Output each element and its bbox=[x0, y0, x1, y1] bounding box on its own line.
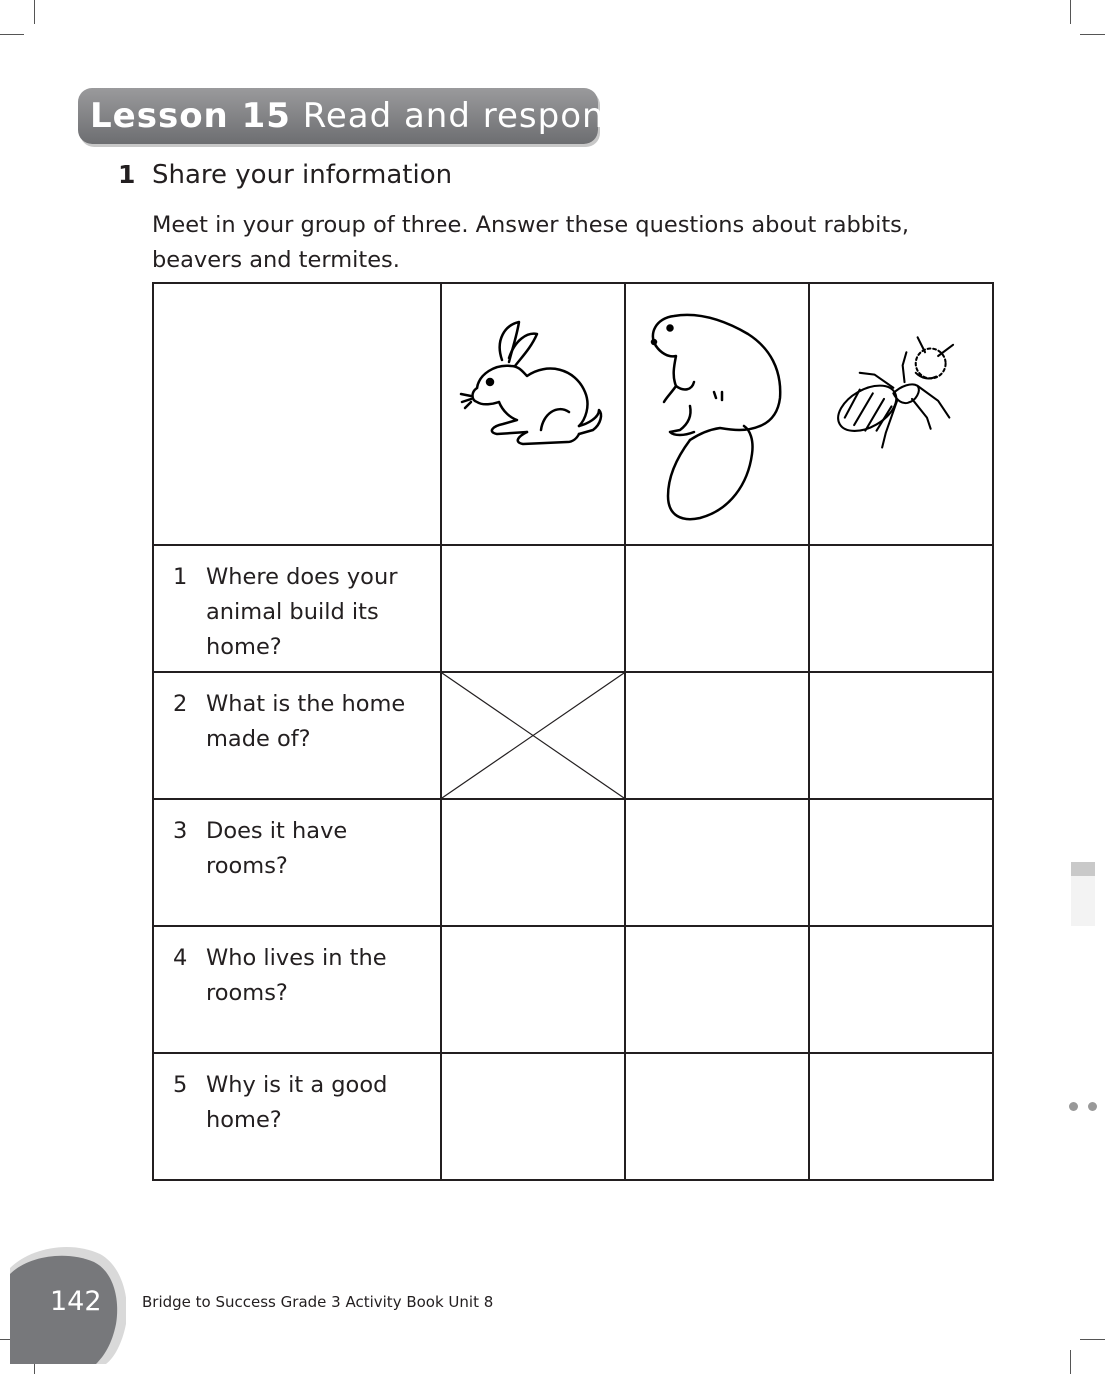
table-row bbox=[153, 799, 993, 926]
question-number: 1 bbox=[173, 564, 188, 590]
answer-cell[interactable] bbox=[625, 672, 809, 799]
footer-book: Grade 3 Activity Book Unit 8 bbox=[280, 1293, 494, 1311]
table-row bbox=[153, 672, 993, 799]
empty-corner-cell bbox=[153, 283, 441, 545]
question-cell bbox=[153, 545, 441, 672]
animal-header-cell bbox=[625, 283, 809, 545]
registration-dot bbox=[1088, 1102, 1097, 1111]
answer-cell[interactable] bbox=[809, 672, 993, 799]
answer-cell[interactable] bbox=[809, 545, 993, 672]
footer-series: Bridge to Success bbox=[142, 1293, 276, 1311]
answer-cell[interactable] bbox=[441, 799, 625, 926]
answer-cell[interactable] bbox=[809, 926, 993, 1053]
table-row bbox=[153, 1053, 993, 1180]
cross-out-mark bbox=[442, 673, 624, 798]
lesson-label: Lesson 15 bbox=[90, 96, 291, 136]
table-row bbox=[153, 545, 993, 672]
question-cell bbox=[153, 1053, 441, 1180]
exercise-number: 1 bbox=[118, 160, 136, 189]
question-number: 2 bbox=[173, 691, 188, 717]
question-cell bbox=[153, 799, 441, 926]
question-text: Who lives in the rooms? bbox=[206, 945, 387, 1006]
answer-cell[interactable] bbox=[809, 799, 993, 926]
question-text: Why is it a good home? bbox=[206, 1072, 388, 1133]
question-text: Where does your animal build its home? bbox=[206, 564, 398, 660]
crop-mark bbox=[0, 34, 24, 35]
crop-mark bbox=[1080, 34, 1105, 35]
footer-credit bbox=[142, 1293, 493, 1311]
table-row bbox=[153, 926, 993, 1053]
question-cell bbox=[153, 926, 441, 1053]
question-text: Does it have rooms? bbox=[206, 818, 348, 879]
registration-dot bbox=[1069, 1102, 1078, 1111]
table-header-row bbox=[153, 283, 993, 545]
crop-mark bbox=[34, 0, 35, 24]
answer-cell[interactable] bbox=[441, 1053, 625, 1180]
question-text: What is the home made of? bbox=[206, 691, 406, 752]
lesson-title bbox=[90, 94, 627, 138]
animal-header-cell bbox=[809, 283, 993, 545]
answer-cell[interactable] bbox=[625, 926, 809, 1053]
question-cell bbox=[153, 672, 441, 799]
answer-cell[interactable] bbox=[625, 1053, 809, 1180]
crop-mark bbox=[1080, 1339, 1105, 1340]
question-number: 4 bbox=[173, 945, 188, 971]
question-number: 5 bbox=[173, 1072, 188, 1098]
worksheet-table bbox=[152, 282, 994, 1181]
termite-icon bbox=[828, 328, 968, 468]
page-number: 142 bbox=[50, 1286, 102, 1317]
lesson-subtitle: Read and respond bbox=[302, 96, 628, 136]
answer-cell[interactable] bbox=[441, 545, 625, 672]
side-thumb-tab bbox=[1071, 862, 1095, 876]
answer-cell[interactable] bbox=[625, 799, 809, 926]
exercise-instructions: Meet in your group of three. Answer these questions about rabbits, beavers and termites. bbox=[152, 212, 910, 273]
crossed-out-cell bbox=[441, 672, 625, 799]
crop-mark bbox=[1070, 1350, 1071, 1374]
beaver-icon bbox=[644, 306, 794, 526]
answer-cell[interactable] bbox=[625, 545, 809, 672]
exercise-title: Share your information bbox=[152, 160, 453, 190]
crop-mark bbox=[1070, 0, 1071, 24]
animal-header-cell bbox=[441, 283, 625, 545]
answer-cell[interactable] bbox=[441, 926, 625, 1053]
question-number: 3 bbox=[173, 818, 188, 844]
answer-cell[interactable] bbox=[809, 1053, 993, 1180]
side-thumb-tab-shadow bbox=[1071, 876, 1095, 926]
rabbit-icon bbox=[452, 320, 612, 450]
